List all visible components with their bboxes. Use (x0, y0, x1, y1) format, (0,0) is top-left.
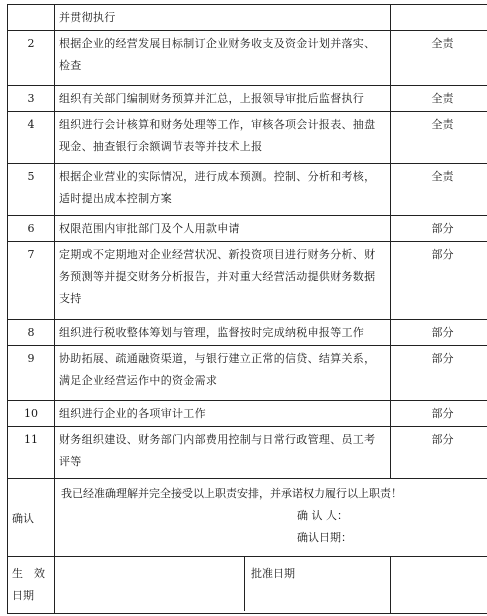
row-number-cell (8, 242, 55, 320)
row-number-cell (8, 164, 55, 216)
row-number (8, 5, 54, 7)
confirm-signer-field: 确 认 人： (297, 509, 348, 522)
row-number: 5 (27, 170, 35, 183)
table-row (8, 86, 487, 112)
row-responsibility-cell (391, 346, 487, 401)
row-responsibility: 部分 (431, 407, 454, 420)
confirm-statement-cell (55, 479, 487, 557)
row-number-cell (8, 427, 55, 479)
effective-date-label: 生 效日期 (12, 567, 45, 602)
effective-date-label-cell (8, 557, 55, 614)
row-number: 8 (27, 326, 35, 339)
confirm-label-cell (8, 479, 55, 557)
row-number-cell (8, 320, 55, 346)
row-number: 2 (27, 37, 35, 50)
table-row (8, 320, 487, 346)
row-responsibility (391, 5, 487, 7)
row-responsibility: 部分 (431, 326, 454, 339)
row-responsibility: 全责 (431, 92, 454, 105)
row-responsibility: 部分 (431, 222, 454, 235)
row-responsibility: 全责 (431, 118, 454, 131)
row-description: 组织进行税收整体筹划与管理，监督按时完成纳税申报等工作 (59, 326, 365, 339)
row-responsibility: 全责 (431, 37, 454, 50)
approval-date-label: 批准日期 (251, 567, 295, 580)
confirm-date-field: 确认日期： (297, 531, 352, 544)
row-number-cell (8, 346, 55, 401)
row-number-cell (8, 216, 55, 242)
row-responsibility-cell (391, 216, 487, 242)
effective-date-row-cells (55, 557, 391, 614)
table-row (8, 242, 487, 320)
row-description-cell (55, 31, 391, 86)
row-description: 财务组织建设、财务部门内部费用控制与日常行政管理、员工考评等 (59, 433, 376, 468)
row-number: 7 (27, 248, 35, 261)
row-number: 11 (24, 433, 38, 446)
approval-date-value-cell (391, 557, 487, 614)
table-row (8, 112, 487, 164)
row-responsibility-cell (391, 401, 487, 427)
row-description: 协助拓展、疏通融资渠道，与银行建立正常的信贷、结算关系，满足企业经营运作中的资金需求 (59, 352, 376, 387)
table-row (8, 346, 487, 401)
table-row (8, 427, 487, 479)
row-description: 根据企业的经营发展目标制订企业财务收支及资金计划并落实、检查 (59, 37, 376, 72)
row-description-cell (55, 112, 391, 164)
row-description: 组织进行企业的各项审计工作 (59, 407, 206, 420)
row-responsibility-cell (391, 242, 487, 320)
row-responsibility-cell (391, 86, 487, 112)
confirm-row (8, 479, 487, 557)
row-responsibility-cell (391, 31, 487, 86)
row-responsibility-cell (391, 164, 487, 216)
row-number-cell (8, 401, 55, 427)
table-row (8, 5, 487, 31)
confirm-label: 确认 (12, 511, 34, 525)
effective-date-value-cell (55, 557, 245, 611)
row-responsibility: 部分 (431, 352, 454, 365)
row-description: 组织进行会计核算和财务处理等工作，审核各项会计报表、抽盘现金、抽查银行余额调节表等并技术上报 (59, 118, 376, 153)
effective-inner-table (55, 557, 390, 611)
row-description-cell (55, 401, 391, 427)
row-description: 权限范围内审批部门及个人用款申请 (59, 222, 240, 235)
row-description-cell (55, 164, 391, 216)
table-row (8, 401, 487, 427)
approval-date-cell (245, 557, 391, 611)
row-responsibility-cell (391, 5, 487, 31)
row-number-cell (8, 5, 55, 31)
responsibility-table-wrapper (7, 4, 483, 614)
row-responsibility-cell (391, 112, 487, 164)
row-responsibility: 部分 (431, 433, 454, 446)
table-row (8, 216, 487, 242)
table-row (8, 31, 487, 86)
row-description: 根据企业营业的实际情况，进行成本预测。控制、分析和考核，适时提出成本控制方案 (59, 170, 376, 205)
row-description-cell (55, 427, 391, 479)
row-responsibility-cell (391, 320, 487, 346)
row-description-cell (55, 242, 391, 320)
row-number-cell (8, 31, 55, 86)
row-description-cell (55, 86, 391, 112)
row-number: 3 (27, 92, 35, 105)
row-responsibility-cell (391, 427, 487, 479)
row-description-cell (55, 346, 391, 401)
row-number: 10 (24, 407, 38, 420)
row-description: 并贯彻执行 (59, 11, 116, 24)
responsibility-table (7, 4, 487, 614)
effective-row (8, 557, 487, 614)
row-description-cell (55, 5, 391, 31)
row-number-cell (8, 112, 55, 164)
row-number: 9 (27, 352, 35, 365)
row-description: 定期或不定期地对企业经营状况、新投资项目进行财务分析、财务预测等并提交财务分析报告，并对重大经营活动提供财务数据支持 (59, 248, 376, 305)
row-number: 6 (27, 222, 35, 235)
confirm-statement: 我已经准确理解并完全接受以上职责安排，并承诺权力履行以上职责！ (61, 487, 402, 500)
row-description-cell (55, 320, 391, 346)
row-responsibility: 全责 (431, 170, 454, 183)
row-description-cell (55, 216, 391, 242)
row-number: 4 (27, 118, 35, 131)
table-row (8, 164, 487, 216)
row-description: 组织有关部门编制财务预算并汇总，上报领导审批后监督执行 (59, 92, 365, 105)
row-number-cell (8, 86, 55, 112)
row-responsibility: 部分 (431, 248, 454, 261)
